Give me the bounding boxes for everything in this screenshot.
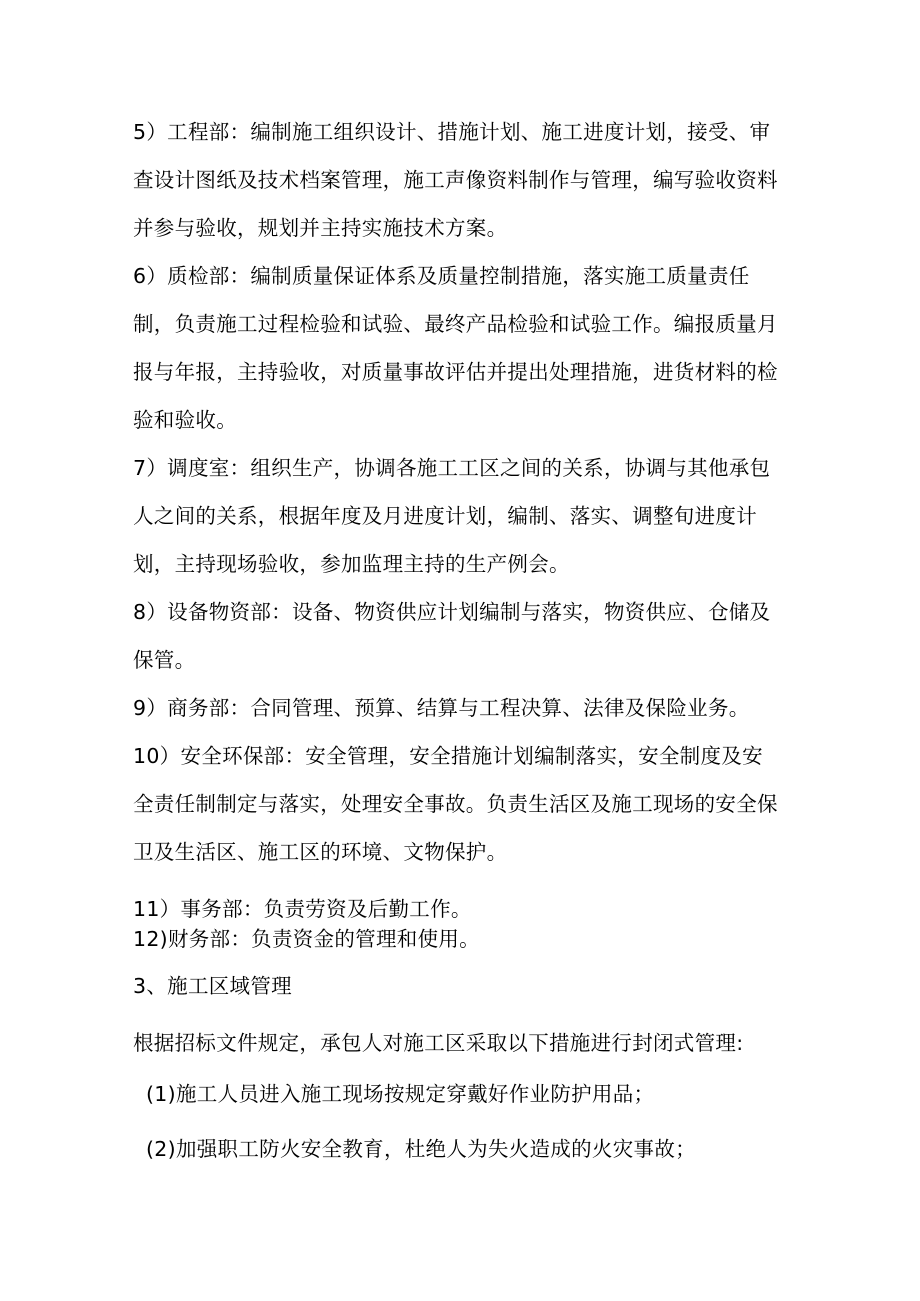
paragraph-safety-dept: 10）安全环保部：安全管理，安全措施计划编制落实，安全制度及安全责任制制定与落实，处理安全事故。负责生活区及施工现场的安全保卫及生活区、施工区的环境、文物保护。 <box>133 744 778 864</box>
paragraph-finance-dept: 12)财务部：负责资金的管理和使用。 <box>133 927 480 951</box>
paragraph-engineering-dept: 5）工程部：编制施工组织设计、措施计划、施工进度计划，接受、审查设计图纸及技术档案管理，施工声像资料制作与管理，编写验收资料并参与验收，规划并主持实施技术方案。 <box>133 120 778 240</box>
paragraph-dispatch-office: 7）调度室：组织生产，协调各施工工区之间的关系，协调与其他承包人之间的关系，根据年度及月进度计划，编制、落实、调整旬进度计划，主持现场验收，参加监理主持的生产例会。 <box>133 456 771 576</box>
list-item: (1)施工人员进入施工现场按规定穿戴好作业防护用品； <box>146 1082 655 1106</box>
paragraph-equipment-dept: 8）设备物资部：设备、物资供应计划编制与落实，物资供应、仓储及保管。 <box>133 600 771 672</box>
paragraph-commerce-dept: 9）商务部：合同管理、预算、结算与工程决算、法律及保险业务。 <box>133 696 750 720</box>
paragraph-quality-dept: 6）质检部：编制质量保证体系及质量控制措施，落实施工质量责任制，负责施工过程检验和试验、最终产品检验和试验工作。编报质量月报与年报，主持验收，对质量事故评估并提出处理措施，进货材料的检验和验收。 <box>133 264 778 432</box>
paragraph-intro: 根据招标文件规定，承包人对施工区采取以下措施进行封闭式管理: <box>133 1031 744 1055</box>
section-heading: 3、施工区域管理 <box>133 974 292 998</box>
list-item: (2)加强职工防火安全教育，杜绝人为失火造成的火灾事故； <box>146 1137 696 1161</box>
paragraph-affairs-dept: 11）事务部：负责劳资及后勤工作。 <box>133 897 472 921</box>
